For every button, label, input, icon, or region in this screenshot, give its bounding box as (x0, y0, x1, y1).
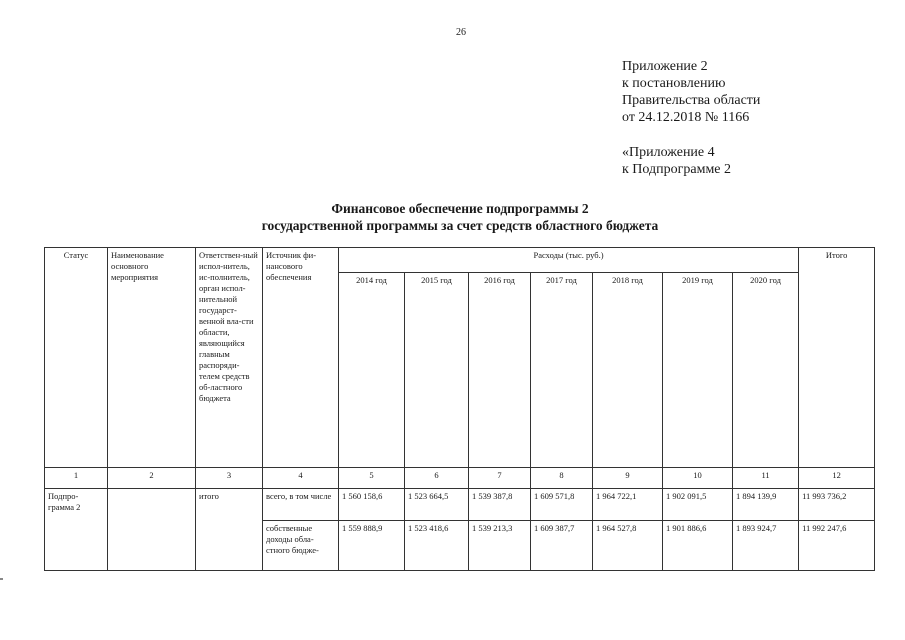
row-value: 1 523 664,5 (405, 489, 469, 521)
column-number: 3 (196, 468, 263, 489)
row-value: 1 894 139,9 (733, 489, 799, 521)
header-year: 2014 год (339, 273, 405, 468)
page-number: 26 (456, 27, 466, 38)
row-source: всего, в том числе (263, 489, 339, 521)
appendix-line: к постановлению (622, 76, 726, 91)
column-number: 4 (263, 468, 339, 489)
row-value: 1 964 527,8 (593, 521, 663, 571)
column-number: 12 (799, 468, 875, 489)
row-value: 1 902 091,5 (663, 489, 733, 521)
header-status: Статус (45, 248, 108, 468)
row-value: 1 901 886,6 (663, 521, 733, 571)
row-source: собственные доходы обла-стного бюдже- (263, 521, 339, 571)
appendix-line: к Подпрограмме 2 (622, 162, 732, 177)
row-value: 1 539 213,3 (469, 521, 531, 571)
header-responsible: Ответствен-ный испол-нитель, ис-полнитель, орган испол-нительной государст-венной вла-сти области, являющийся главным распоряди-телем средств об-ластного бюджета (196, 248, 263, 468)
header-year: 2018 год (593, 273, 663, 468)
column-number: 5 (339, 468, 405, 489)
header-year: 2017 год (531, 273, 593, 468)
document-title (150, 200, 770, 234)
header-name: Наименование основного мероприятия (108, 248, 196, 468)
column-number: 1 (45, 468, 108, 489)
column-number: 11 (733, 468, 799, 489)
header-year: 2016 год (469, 273, 531, 468)
row-value: 1 523 418,6 (405, 521, 469, 571)
appendix-line: от 24.12.2018 № 1166 (622, 110, 750, 125)
column-number: 6 (405, 468, 469, 489)
header-year: 2019 год (663, 273, 733, 468)
row-value: 1 560 158,6 (339, 489, 405, 521)
header-row (45, 248, 875, 273)
row-value: 1 539 387,8 (469, 489, 531, 521)
scan-margin-mark (0, 578, 3, 580)
header-expenses: Расходы (тыс. руб.) (339, 248, 799, 273)
row-total: 11 993 736,2 (799, 489, 875, 521)
header-year: 2015 год (405, 273, 469, 468)
financing-table (44, 247, 875, 571)
column-number-row (45, 468, 875, 489)
column-number: 9 (593, 468, 663, 489)
row-value: 1 893 924,7 (733, 521, 799, 571)
appendix-line: Приложение 2 (622, 59, 708, 74)
row-total: 11 992 247,6 (799, 521, 875, 571)
column-number: 8 (531, 468, 593, 489)
title-line: государственной программы за счет средств областного бюджета (261, 218, 659, 233)
column-number: 10 (663, 468, 733, 489)
header-source: Источник фи-нансового обеспечения (263, 248, 339, 468)
table-row (45, 489, 875, 521)
appendix-gap (622, 126, 760, 144)
row-responsible: итого (196, 489, 263, 571)
row-value: 1 964 722,1 (593, 489, 663, 521)
row-status: Подпро-грамма 2 (45, 489, 108, 571)
header-year: 2020 год (733, 273, 799, 468)
row-value: 1 559 888,9 (339, 521, 405, 571)
title-line: Финансовое обеспечение подпрограммы 2 (331, 201, 589, 216)
row-value: 1 609 387,7 (531, 521, 593, 571)
column-number: 7 (469, 468, 531, 489)
appendix-line: Правительства области (622, 93, 761, 108)
column-number: 2 (108, 468, 196, 489)
appendix-line: «Приложение 4 (622, 145, 715, 160)
row-value: 1 609 571,8 (531, 489, 593, 521)
row-name (108, 489, 196, 571)
header-total: Итого (799, 248, 875, 468)
appendix-block (622, 58, 760, 178)
